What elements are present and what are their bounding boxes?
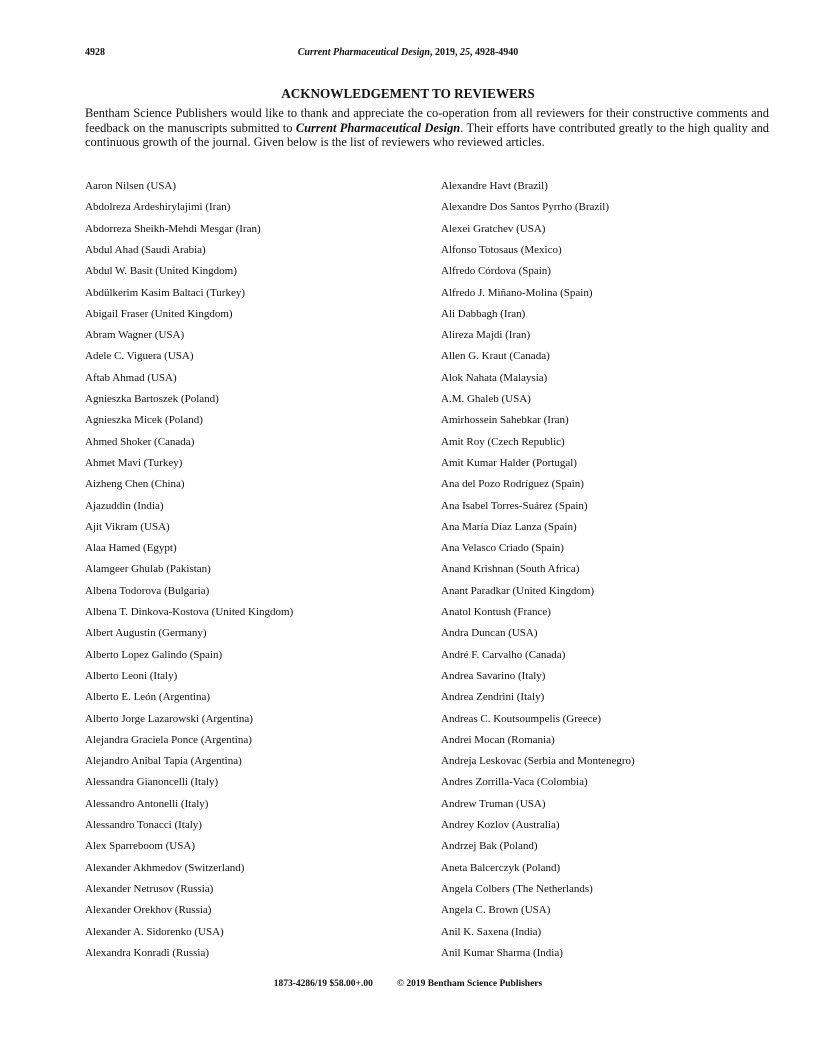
reviewer-entry: Anil K. Saxena (India) [441, 925, 542, 938]
reviewer-entry: Andra Duncan (USA) [441, 627, 538, 640]
reviewer-entry: Alexei Gratchev (USA) [441, 222, 546, 235]
reviewer-entry: Angela C. Brown (USA) [441, 904, 551, 917]
reviewer-entry: Ajit Vikram (USA) [85, 520, 170, 533]
reviewer-entry: Agnieszka Bartoszek (Poland) [85, 393, 219, 405]
reviewer-entry: Anand Krishnan (South Africa) [441, 563, 580, 576]
reviewer-entry: Albena Todorova (Bulgaria) [85, 584, 210, 597]
reviewer-entry: Angela Colbers (The Netherlands) [441, 882, 593, 895]
reviewer-entry: Alok Nahata (Malaysia) [441, 371, 548, 384]
page-title: ACKNOWLEDGEMENT TO REVIEWERS [281, 86, 535, 101]
reviewer-entry: A.M. Ghaleb (USA) [441, 393, 531, 405]
reviewer-entry: Ana Velasco Criado (Spain) [441, 542, 564, 555]
intro-paragraph [85, 106, 769, 150]
reviewer-entry: Alejandro Anibal Tapia (Argentina) [85, 755, 242, 768]
intro-journal-name: Current Pharmaceutical Design [295, 120, 461, 135]
reviewer-entry: Alexander A. Sidorenko (USA) [85, 925, 224, 938]
page-number: 4928 [85, 47, 105, 58]
reviewer-entry: Andreja Leskovac (Serbia and Montenegro) [441, 755, 635, 768]
reviewer-entry: Adele C. Viguera (USA) [85, 350, 194, 363]
reviewer-entry: Abdul W. Basit (United Kingdom) [85, 265, 237, 278]
reviewer-entry: Anil Kumar Sharma (India) [441, 946, 563, 959]
intro-text-start: Bentham Science Publishers would like to thank and appreciate the co-operation from all reviewers for their constructive comments and feedback on the manuscripts submitted to [85, 106, 769, 135]
reviewer-entry: Alexandre Havt (Brazil) [441, 180, 548, 192]
reviewer-entry: Andreas C. Koutsoumpelis (Greece) [441, 712, 602, 725]
journal-citation [0, 47, 816, 58]
reviewer-entry: Amit Kumar Halder (Portugal) [441, 456, 577, 469]
reviewer-entry: Allen G. Kraut (Canada) [441, 350, 550, 363]
reviewer-entry: Alaa Hamed (Egypt) [85, 542, 177, 555]
reviewer-entry: Agnieszka Micek (Poland) [85, 414, 203, 427]
reviewer-entry: Ana Isabel Torres-Suárez (Spain) [441, 499, 588, 512]
reviewer-entry: Ali Dabbagh (Iran) [441, 307, 526, 320]
reviewer-entry: Alexandre Dos Santos Pyrrho (Brazil) [441, 201, 610, 214]
reviewer-entry: Alberto E. León (Argentina) [85, 691, 211, 704]
reviewer-entry: Ana del Pozo Rodríguez (Spain) [441, 478, 584, 491]
journal-volume: 25 [459, 47, 470, 58]
journal-year: , 2019, [429, 47, 460, 58]
reviewer-entry: Ahmet Mavi (Turkey) [85, 456, 183, 469]
reviewer-entry: Alessandra Gianoncelli (Italy) [85, 776, 219, 789]
reviewer-entry: Andrei Mocan (Romania) [441, 733, 555, 746]
journal-name: Current Pharmaceutical Design [297, 47, 430, 58]
reviewer-entry: Andrea Zendrini (Italy) [441, 691, 545, 704]
reviewer-entry: André F. Carvalho (Canada) [441, 648, 566, 661]
reviewer-entry: Alfredo Córdova (Spain) [441, 265, 551, 278]
page-footer [0, 979, 816, 989]
reviewer-entry: Alireza Majdi (Iran) [441, 329, 531, 342]
intro-text-end: . Their efforts have contributed greatly to the high quality and continuous growth of the journal. Given below is the list of reviewers who reviewed articles. [85, 120, 769, 150]
reviewer-entry: Alexander Orekhov (Russia) [85, 904, 212, 917]
reviewer-entry: Abdolreza Ardeshirylajimi (Iran) [85, 201, 231, 214]
reviewer-entry: Alfonso Totosaus (Mexico) [441, 243, 562, 256]
reviewer-entry: Aaron Nilsen (USA) [85, 180, 177, 192]
reviewer-entry: Aneta Balcerczyk (Poland) [441, 861, 561, 874]
reviewer-entry: Albena T. Dinkova-Kostova (United Kingdom) [85, 606, 294, 618]
reviewer-entry: Alejandra Graciela Ponce (Argentina) [85, 733, 252, 746]
reviewer-entry: Andrew Truman (USA) [441, 797, 546, 810]
reviewer-entry: Abdülkerim Kasim Baltaci (Turkey) [85, 286, 245, 299]
reviewer-entry: Abdorreza Sheikh-Mehdi Mesgar (Iran) [85, 222, 261, 235]
issn-price: 1873-4286/19 $58.00+.00 [273, 979, 373, 989]
reviewer-entry: Ahmed Shoker (Canada) [85, 435, 195, 448]
reviewer-entry: Aftab Ahmad (USA) [85, 371, 177, 384]
reviewer-entry: Alexandra Konradi (Russia) [85, 946, 210, 959]
reviewer-entry: Alex Sparreboom (USA) [85, 840, 195, 853]
reviewer-entry: Alberto Leoni (Italy) [85, 669, 178, 682]
reviewer-entry: Ajazuddin (India) [85, 499, 164, 512]
reviewer-entry: Anatol Kontush (France) [441, 606, 551, 618]
reviewer-entry: Alexander Netrusov (Russia) [85, 882, 214, 895]
reviewer-entry: Abigail Fraser (United Kingdom) [85, 307, 233, 320]
reviewer-entry: Alberto Lopez Galindo (Spain) [85, 648, 223, 661]
reviewer-entry: Abram Wagner (USA) [85, 329, 185, 342]
reviewer-entry: Andrzej Bak (Poland) [441, 840, 538, 853]
reviewer-entry: Alexander Akhmedov (Switzerland) [85, 861, 245, 874]
reviewer-entry: Albert Augustin (Germany) [85, 627, 207, 640]
reviewer-entry: Amit Roy (Czech Republic) [441, 435, 565, 448]
reviewer-entry: Andres Zorrilla-Vaca (Colombia) [441, 776, 588, 789]
reviewer-entry: Andrea Savarino (Italy) [441, 669, 546, 682]
reviewer-entry: Abdul Ahad (Saudi Arabia) [85, 243, 206, 256]
reviewer-entry: Alberto Jorge Lazarowski (Argentina) [85, 712, 253, 725]
reviewer-entry: Alessandro Tonacci (Italy) [85, 819, 202, 831]
reviewer-entry: Anant Paradkar (United Kingdom) [441, 584, 595, 597]
copyright: © 2019 Bentham Science Publishers [396, 979, 543, 989]
reviewer-entry: Amirhossein Sahebkar (Iran) [441, 414, 569, 427]
reviewer-entry: Ana María Díaz Lanza (Spain) [441, 520, 577, 533]
reviewer-entry: Aizheng Chen (China) [85, 478, 185, 491]
journal-pages: , 4928-4940 [469, 47, 519, 58]
reviewer-entry: Andrey Kozlov (Australia) [441, 819, 560, 831]
reviewer-entry: Alamgeer Ghulab (Pakistan) [85, 563, 211, 576]
reviewer-entry: Alfredo J. Miñano-Molina (Spain) [441, 286, 593, 299]
reviewer-entry: Alessandro Antonelli (Italy) [85, 797, 209, 810]
